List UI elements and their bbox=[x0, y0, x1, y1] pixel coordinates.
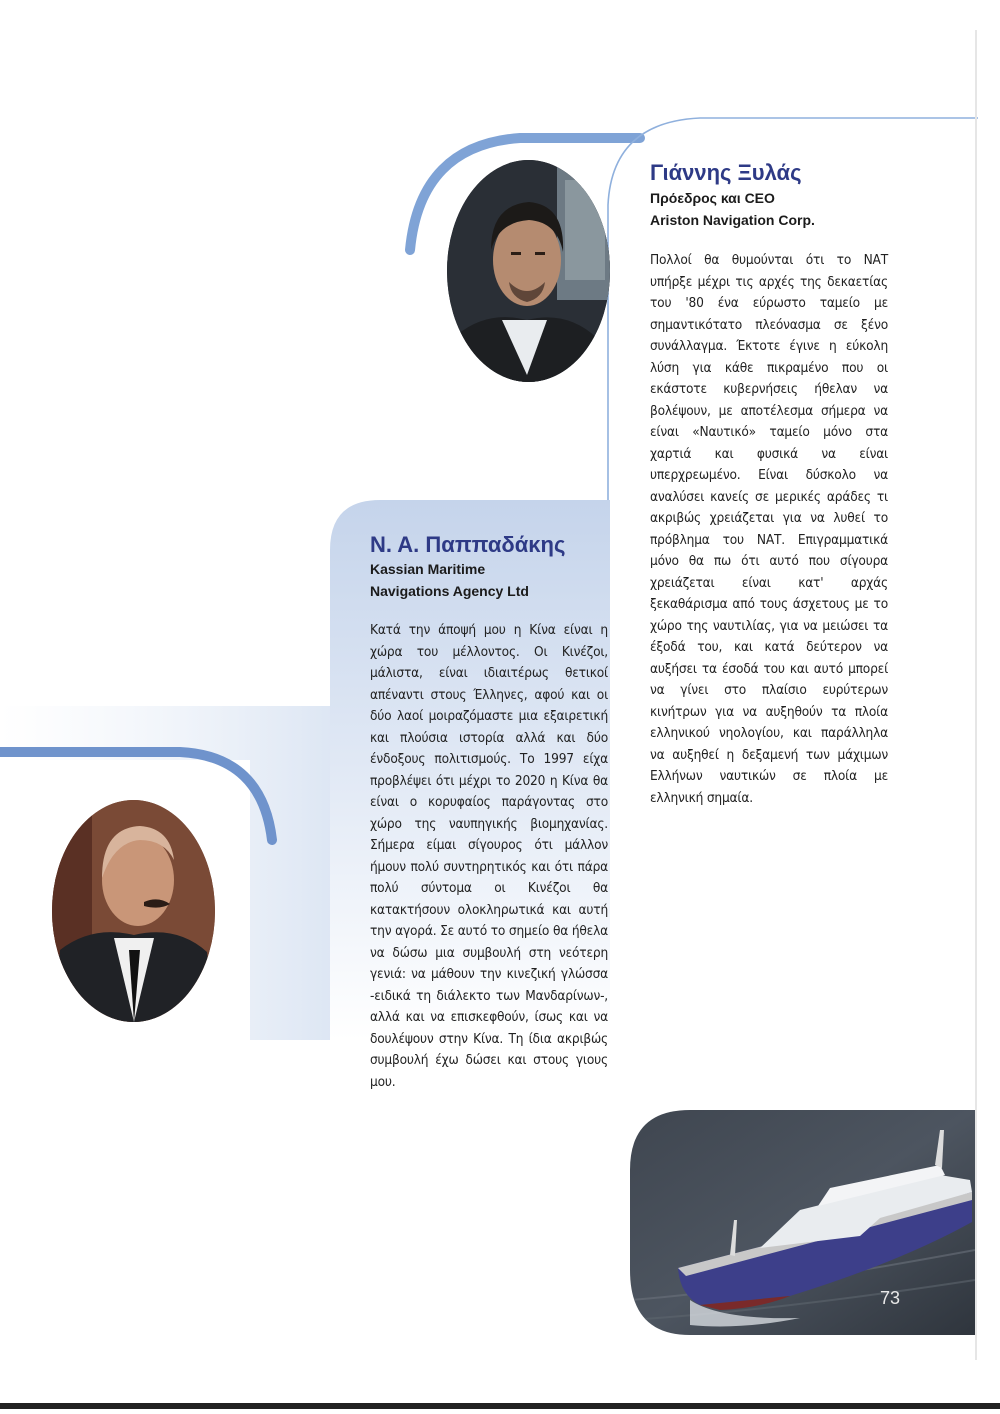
scan-bottom-edge bbox=[0, 1403, 1000, 1409]
profile-2-company: Navigations Agency Ltd bbox=[370, 583, 529, 599]
ship-photo bbox=[630, 1110, 975, 1335]
page-number: 73 bbox=[880, 1288, 901, 1308]
profile-1-name: Γιάννης Ξυλάς bbox=[650, 160, 802, 185]
portrait-photo-xylas bbox=[447, 160, 610, 382]
profile-2-body: Κατά την άποψή μου η Κίνα είναι η χώρα του μέλλοντος. Οι Κινέζοι, μάλιστα, είναι ιδιαιτέρως θετικοί απέναντι στους Έλληνες, αφού και οι δύο λαοί μοιραζόμαστε μια εξαιρετική και πλούσια ιστορία αλλά και δύο ένδοξους πολιτισμούς. Το 1997 είχα προβλέψει ότι μέχρι το 2020 η Κίνα θα είναι ο κορυφαίος παράγοντας στο χώρο της ναυπηγικής βιομηχανίας. Σήμερα είμαι σίγουρος ότι μάλλον ήμουν πολύ συντηρητικός και ότι πάρα πολύ σύντομα οι Κινέζοι θα κατακτήσουν ολοκληρωτικά και αυτή την αγορά. Σε αυτό το σημείο θα ήθελα να δώσω μια συμβουλή στη νεότερη γενιά: να μάθουν την κινεζική γλώσσα -ειδικά τη διάλεκτο των Μανδαρίνων-, αλλά και να επισκεφθούν, ίσως και να δουλέψουν στην Κίνα. Τη ίδια ακριβώς συμβουλή έχω δώσει και στους γιους μου. bbox=[370, 622, 608, 1090]
profile-2-name: Ν. Α. Παππαδάκης bbox=[370, 532, 566, 557]
page-edge bbox=[975, 30, 977, 1360]
man-portrait-icon bbox=[447, 160, 610, 382]
profile-2-title: Kassian Maritime bbox=[370, 561, 486, 577]
profile-1-title: Πρόεδρος και CEO bbox=[650, 190, 775, 206]
profile-1-company: Ariston Navigation Corp. bbox=[650, 212, 815, 228]
man-portrait-icon bbox=[52, 800, 215, 1022]
profile-1-body: Πολλοί θα θυμούνται ότι το ΝΑΤ υπήρξε μέχρι τις αρχές της δεκαετίας του '80 ένα εύρωστο ταμείο με σημαντικότατο πλεόνασμα σε ξένο συνάλλαγμα. Έκτοτε έγινε η εύκολη λύση για κάθε πικραμένο που οι εκάστοτε κυβερνήσεις ήθελαν να βολέψουν, με αποτέλεσμα σήμερα να είναι «Ναυτικό» ταμείο μόνο στα χαρτιά και φυσικά να είναι υπερχρεωμένο. Είναι δύσκολο να αναλύσει κανείς σε μερικές αράδες τι ακριβώς χρειάζεται για να λυθεί το πρόβλημα του ΝΑΤ. Επιγραμματικά μόνο θα πω ότι αυτό που σίγουρα χρειάζεται είναι κατ' αρχάς ξεκαθάρισμα από τους άσχετους με το χώρο της ναυτιλίας, για να μειώσει τα έξοδά του, και κατά δεύτερον να αυξήσει τα έσοδά του και αυτό μπορεί να γίνει στο πλαίσιο ευρύτερων κινήτρων για να αυξηθούν τα πλοία ελληνικού νηολογίου, και παράλληλα να αυξηθεί η δεξαμενή των μάχιμων Ελλήνων ναυτικών σε πλοία με ελληνική σημαία. bbox=[650, 252, 888, 806]
portrait-photo-pappadakis bbox=[52, 800, 215, 1022]
